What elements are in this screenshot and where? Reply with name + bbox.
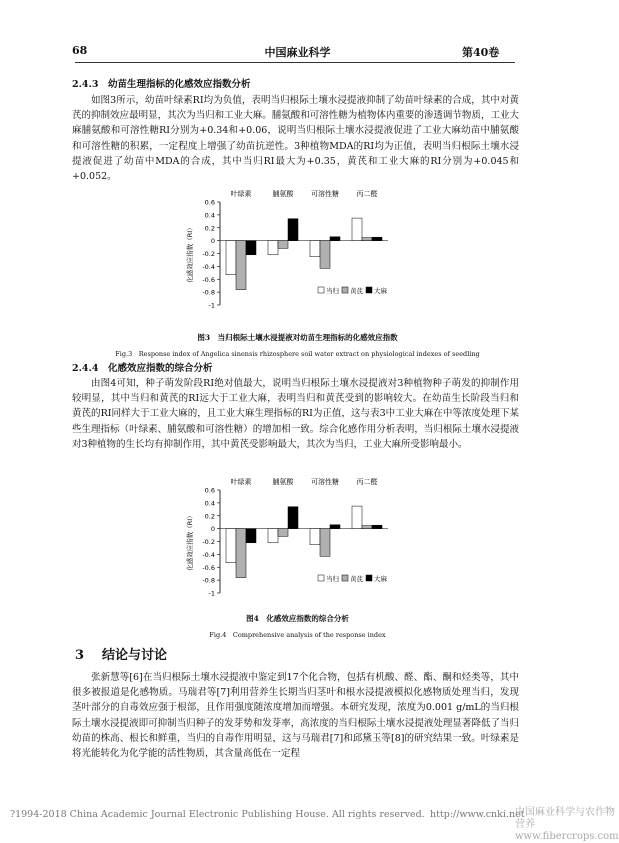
fig4-category-label: 丙二醛 bbox=[356, 478, 378, 486]
fig3-bar bbox=[362, 238, 372, 241]
figure-4-svg bbox=[182, 474, 402, 608]
fig3-category-label: 脯氨酸 bbox=[272, 190, 294, 198]
fig4-bar bbox=[268, 529, 278, 543]
fig3-bar bbox=[236, 241, 246, 290]
fig3-category-label: 丙二醛 bbox=[356, 190, 378, 198]
fig3-category-label: 可溶性糖 bbox=[311, 190, 339, 198]
section-2-4-3-paragraph bbox=[72, 93, 519, 184]
figure-3-chart bbox=[182, 186, 402, 318]
fig4-category-label: 可溶性糖 bbox=[311, 478, 339, 486]
fig4-bar bbox=[362, 526, 372, 529]
fig3-y-tick-label: 0.2 bbox=[204, 224, 215, 233]
fig3-legend-swatch bbox=[342, 287, 348, 293]
fig3-y-axis-label: 化感效应指数（RI） bbox=[186, 224, 194, 283]
fig3-y-tick-label: -0.2 bbox=[202, 250, 215, 258]
fig3-bar bbox=[288, 219, 298, 241]
watermark bbox=[515, 807, 619, 843]
fig4-legend-swatch bbox=[366, 575, 372, 581]
fig3-y-tick-label: 0.6 bbox=[204, 198, 215, 207]
paragraph-text: 如图3所示，幼苗叶绿素RI均为负值，表明当归根际土壤水浸提液抑制了幼苗叶绿素的合成，其中对黄芪的抑制效应最明显，其次为当归和工业大麻。脯氨酸和可溶性糖为植物体内重要的渗透调节物质，工业大麻脯氨酸和可溶性糖RI分别为+0.34和+0.06，说明当归根际土壤水浸提液促进了工业大麻幼苗中脯氨酸和可溶性糖的积累，一定程度上增强了幼苗抗逆性。3种植物MDA的RI均为正值，表明当归根际土壤水浸提液促进了幼苗中MDA的合成，其中当归RI最大为+0.35，黄芪和工业大麻的RI分别为+0.045和+0.052。 bbox=[72, 95, 519, 183]
section-3-heading: 结论与讨论 bbox=[102, 648, 168, 663]
fig3-bar bbox=[268, 241, 278, 255]
fig4-bar bbox=[246, 529, 256, 543]
page-number: 68 bbox=[72, 44, 88, 57]
section-2-4-4-heading: 2.4.4 化感效应指数的综合分析 bbox=[72, 363, 213, 374]
fig3-bar bbox=[278, 241, 288, 249]
figure-3-caption-en: Fig.3 Response index of Angelica sinensis rhizosphere soil water extract on physiological indexes of seedling bbox=[115, 350, 480, 358]
fig3-y-tick-label: -1 bbox=[208, 301, 215, 310]
fig4-bar bbox=[310, 529, 320, 545]
watermark-line-2: www.fibercrops.com bbox=[515, 831, 619, 842]
fig4-bar bbox=[330, 525, 340, 529]
figure-3-caption: 图3 当归根际土壤水浸提液对幼苗生理指标的化感效应指数 bbox=[197, 333, 398, 342]
fig4-legend-swatch bbox=[318, 575, 324, 581]
figure-4-caption-en: Fig.4 Comprehensive analysis of the response index bbox=[209, 631, 386, 639]
fig4-y-tick-label: 0.6 bbox=[204, 486, 215, 495]
fig4-y-tick-label: -0.2 bbox=[202, 538, 215, 546]
fig3-y-tick-label: 0.4 bbox=[204, 211, 215, 220]
fig4-category-label: 叶绿素 bbox=[230, 478, 252, 486]
fig3-category-label: 叶绿素 bbox=[230, 190, 252, 198]
fig3-bar bbox=[372, 237, 382, 240]
fig4-bar bbox=[320, 529, 330, 557]
fig3-bar bbox=[246, 241, 256, 255]
volume-label: 第40卷 bbox=[462, 46, 500, 59]
section-2-4-3-heading: 2.4.3 幼苗生理指标的化感效应指数分析 bbox=[72, 79, 251, 90]
fig4-y-tick-label: -1 bbox=[208, 589, 215, 598]
figure-3-svg bbox=[182, 186, 402, 318]
fig3-y-tick-label: -0.8 bbox=[202, 288, 215, 297]
journal-title: 中国麻业科学 bbox=[264, 46, 331, 59]
figure-4-caption: 图4 化感效应指数的综合分析 bbox=[246, 614, 349, 623]
header-rule bbox=[75, 62, 515, 63]
fig4-y-tick-label: -0.8 bbox=[202, 576, 215, 585]
section-3-number: 3 bbox=[75, 648, 85, 663]
fig4-bar bbox=[226, 529, 236, 563]
footer-url: http://www.cnki.net bbox=[430, 809, 525, 820]
watermark-line-1: 中国麻业科学与农作物营养 bbox=[515, 807, 615, 830]
fig3-bar bbox=[320, 241, 330, 269]
fig4-legend-label: 大麻 bbox=[374, 575, 387, 583]
fig4-y-tick-label: 0 bbox=[210, 525, 215, 534]
fig4-y-tick-label: 0.4 bbox=[204, 499, 215, 508]
fig4-bar bbox=[236, 529, 246, 578]
fig3-bar bbox=[330, 237, 340, 241]
copyright-footer: ?1994-2018 China Academic Journal Electronic Publishing House. All rights reserved. bbox=[10, 809, 425, 820]
fig4-bar bbox=[278, 529, 288, 537]
fig4-bar bbox=[288, 507, 298, 529]
fig4-category-label: 脯氨酸 bbox=[272, 478, 294, 486]
fig4-bar bbox=[352, 506, 362, 529]
fig4-y-tick-label: -0.4 bbox=[202, 550, 215, 559]
fig3-y-tick-label: 0 bbox=[210, 237, 215, 246]
section-3-paragraph bbox=[72, 670, 519, 761]
figure-4-chart bbox=[182, 474, 402, 608]
fig4-y-tick-label: -0.6 bbox=[202, 563, 215, 572]
fig3-legend-label: 当归 bbox=[326, 287, 339, 295]
fig3-legend-swatch bbox=[366, 287, 372, 293]
fig3-bar bbox=[352, 218, 362, 241]
fig3-y-tick-label: -0.6 bbox=[202, 275, 215, 284]
fig4-legend-swatch bbox=[342, 575, 348, 581]
fig3-legend-label: 大麻 bbox=[374, 287, 387, 295]
fig4-y-tick-label: 0.2 bbox=[204, 512, 215, 521]
fig4-bar bbox=[372, 525, 382, 528]
section-2-4-4-paragraph bbox=[72, 376, 519, 452]
fig4-legend-label: 黄芪 bbox=[350, 575, 363, 583]
paragraph-text: 张新慧等[6]在当归根际土壤水浸提液中鉴定到17个化合物，包括有机酸、醛、酯、酮和烃类等，其中很多被报道是化感物质。马瑞君等[7]利用营养生长期当归茎叶和根水浸提液模拟化感物质处理当归，发现茎叶部分的自毒效应强于根部，且作用强度随浓度增加而增强。本研究发现，浓度为0.001 g/mL的当归根际土壤水浸提液即可抑制当归种子的发芽势和发芽率，高浓度的当归根际土壤水浸提液处理显著降低了当归幼苗的株高、根长和鲜重，当归的自毒作用明显，这与马瑞君[7]和邱黛玉等[8]的研究结果一致。叶绿素是将光能转化为化学能的活性物质，其含量高低在一定程 bbox=[72, 672, 519, 760]
fig3-legend-label: 黄芪 bbox=[350, 287, 363, 295]
fig3-bar bbox=[310, 241, 320, 257]
fig3-legend-swatch bbox=[318, 287, 324, 293]
fig3-y-tick-label: -0.4 bbox=[202, 262, 215, 271]
fig4-y-axis-label: 化感效应指数（RI） bbox=[186, 512, 194, 571]
paragraph-text: 由图4可知，种子萌发阶段RI绝对值最大，说明当归根际土壤水浸提液对3种植物种子萌发的抑制作用较明显，其中当归和黄芪的RI远大于工业大麻，表明当归和黄芪受到的影响较大。在幼苗生长阶段当归和黄芪的RI同样大于工业大麻的，且工业大麻生理指标的RI为正值，这与表3中工业大麻在中等浓度处理下某些生理指标（叶绿素、脯氨酸和可溶性糖）的增加相一致。综合化感作用分析表明，当归根际土壤水浸提液对3种植物的生长均有抑制作用，其中黄芪受影响最大，其次为当归，工业大麻所受影响最小。 bbox=[72, 378, 519, 450]
fig4-legend-label: 当归 bbox=[326, 575, 339, 583]
fig3-bar bbox=[226, 241, 236, 275]
